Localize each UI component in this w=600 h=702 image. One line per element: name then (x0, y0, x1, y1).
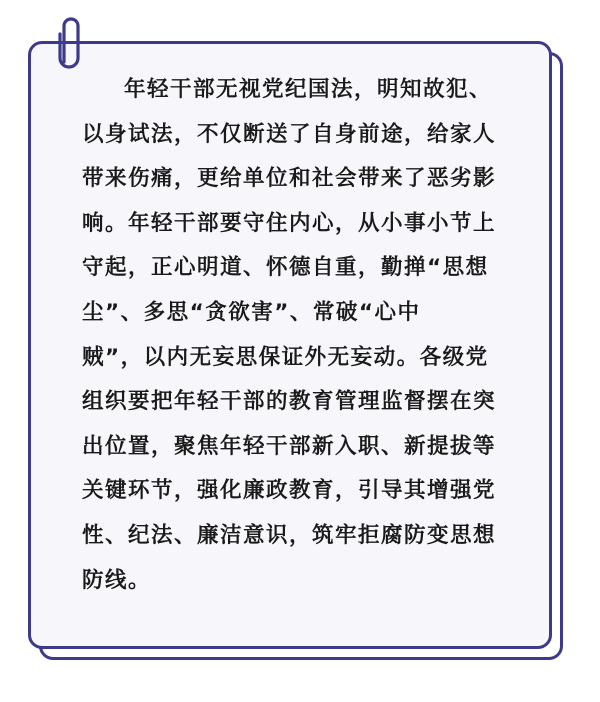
article-line: 防线。 (82, 567, 152, 593)
article-line: 响。年轻干部要守住内心，从小事小节上 (82, 210, 497, 236)
article-body (82, 68, 542, 603)
paper-clip-icon (54, 14, 84, 72)
article-line: 年轻干部无视党纪国法，明知故犯、 (124, 77, 493, 102)
article-line: 以身试法，不仅断送了自身前途，给家人 (82, 121, 497, 147)
article-line: 组织要把年轻干部的教育管理监督摆在突 (82, 389, 497, 415)
article-line: 贼”，以内无妄思保证外无妄动。各级党 (82, 344, 489, 370)
article-line: 尘”、多思“贪欲害”、常破“心中 (82, 299, 421, 325)
article-line: 带来伤痛，更给单位和社会带来了恶劣影 (82, 166, 497, 192)
article-line: 性、纪法、廉洁意识，筑牢拒腐防变思想 (82, 522, 497, 548)
article-line: 守起，正心明道、怀德自重，勤掸“思想 (82, 255, 489, 281)
article-line: 出位置，聚焦年轻干部新入职、新提拔等 (82, 433, 497, 459)
article-line: 关键环节，强化廉政教育，引导其增强党 (82, 478, 497, 504)
